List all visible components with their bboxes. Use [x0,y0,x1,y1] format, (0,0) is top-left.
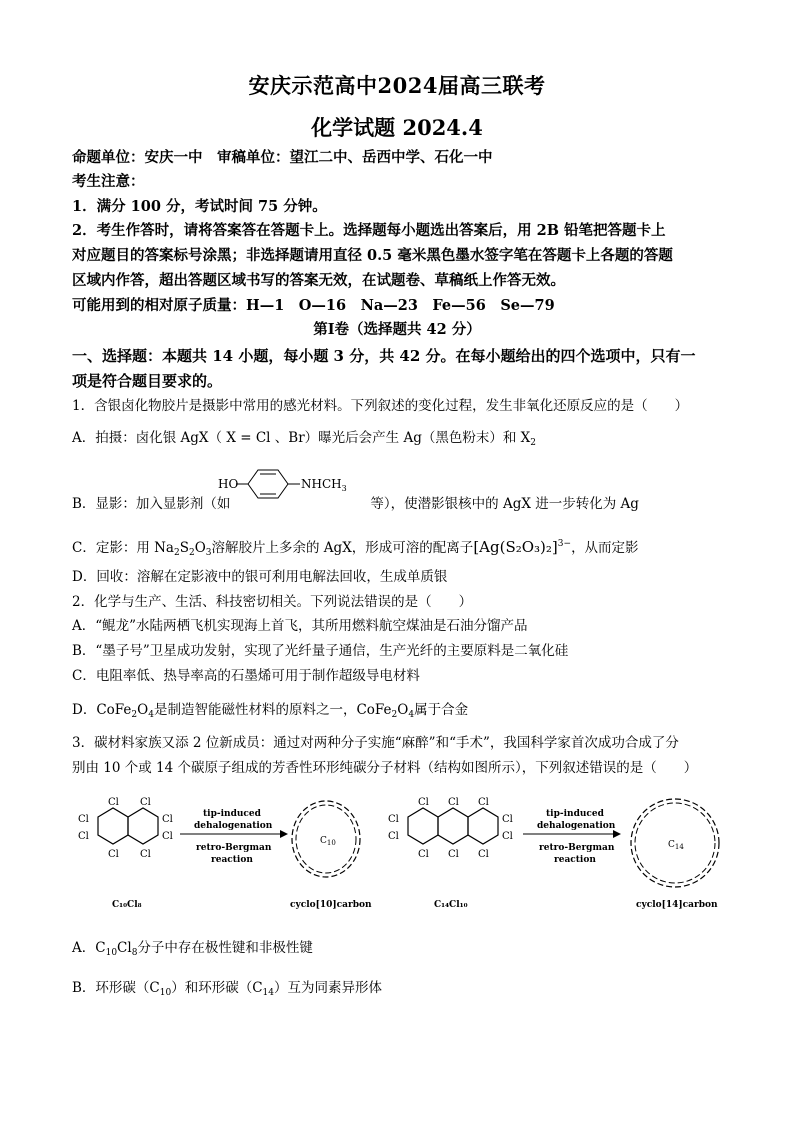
q2-d-post: 属于合金 [414,702,469,718]
q2-d-mid3: O [397,702,409,718]
notice-1: 1．满分 100 分，考试时间 75 分钟。 [72,198,327,215]
q2-option-d [72,700,732,725]
cyclo14-center: $C_{14}$ [668,840,684,851]
cl-a7: Cl [502,831,513,842]
arrow2-head [613,830,621,838]
section-intro-a: 一、选择题：本题共 14 小题，每小题 3 分，共 42 分。在每小题给出的四个选项中，只有一 [72,347,696,365]
q1-c-post: ，从而定影 [571,540,639,556]
section-intro-b: 项是符合题目要求的。 [72,372,223,390]
q1-c-pre: C．定影：用 Na [72,540,174,556]
q1-option-b [72,494,732,514]
notice-title: 考生注意： [72,173,145,190]
q1-c-charge: 3− [557,539,572,549]
exam-subtitle: 化学试题 2024.4 [311,115,483,140]
label-c14cl10: C₁₄Cl₁₀ [434,900,468,910]
arrow1-bot-1: retro-Bergman [196,843,272,853]
arrow1-head [280,830,288,838]
cl-7: Cl [108,849,119,860]
q1-option-d: D．回收：溶解在定影液中的银可利用电解法回收，生成单质银 [72,569,448,585]
cl-1: Cl [108,797,119,808]
q3-b-sub1: 10 [159,988,172,998]
q3-a-post: 分子中存在极性键和非极性键 [137,940,313,956]
notice-2a: 2．考生作答时，请将答案答在答题卡上。选择题每小题选出答案后，用 2B 铅笔把答题卡上 [72,222,666,239]
cl-a3: Cl [478,797,489,808]
cyclo10-center: $C_{10}$ [320,836,336,847]
q3-b-sub2: 14 [262,988,274,998]
q3-a-pre: A．C [72,940,106,956]
cl-3: Cl [78,814,89,825]
q3-stem-a: 3．碳材料家族又添 2 位新成员：通过对两种分子实施“麻醉”和“手术”，我国科学家首次成功合成了分 [72,735,679,751]
cl-a9: Cl [448,849,459,860]
q1-c-complex: [Ag(S₂O₃)₂] [473,538,558,556]
q1-c-sub1: 2 [173,548,180,558]
q3-b-pre: B．环形碳（C [72,980,160,996]
cyclo14-structure [631,799,719,910]
q1-b-pre: B．显影：加入显影剂（如 [72,496,231,512]
anth-ring-3 [468,808,498,844]
q3-a-mid: Cl [117,940,132,956]
q3-option-b [72,978,732,1003]
q2-d-sub2: 4 [148,710,154,720]
q1-c-mid1: S [179,540,189,556]
label-cyclo10: cyclo[10]carbon [290,900,372,910]
exam-title: 安庆示范高中2024届高三联考 [248,73,546,98]
cyclo10-structure [290,801,372,910]
naph-ring-left [98,808,128,844]
q2-d-mid1: O [137,702,149,718]
label-cyclo14: cyclo[14]carbon [636,900,718,910]
cl-a5: Cl [502,814,513,825]
q2-d-sub1: 2 [131,710,138,720]
arrow1-bot-2: reaction [211,855,253,865]
q1-option-c [72,534,732,563]
cl-a1: Cl [418,797,429,808]
q3-a-sub2: 8 [131,948,138,958]
cl-6: Cl [162,831,173,842]
q1-b-post: 等），使潜影银核中的 AgX 进一步转化为 Ag [370,496,639,512]
c10cl8-structure [78,797,173,910]
q3-b-post: ）互为同素异形体 [274,980,382,996]
arrow2-top-2: dehalogenation [537,821,616,831]
q3-a-sub1: 10 [105,948,118,958]
arrow2-top-1: tip-induced [546,809,604,819]
q2-stem: 2．化学与生产、生活、科技密切相关。下列说法错误的是（ ） [72,594,473,610]
arrow1-top-1: tip-induced [203,809,261,819]
q3-reaction-figure [68,795,732,920]
notice-2c: 区域内作答，超出答题区域书写的答案无效，在试题卷、草稿纸上作答无效。 [72,272,565,289]
cl-a6: Cl [388,831,399,842]
q3-option-a [72,938,732,963]
label-c10cl8: C₁₀Cl₈ [112,900,142,910]
atomic-mass-line: 可能用到的相对原子质量：H—1 O—16 Na—23 Fe—56 Se—79 [72,297,555,314]
part-title: 第Ⅰ卷（选择题共 42 分） [313,321,481,338]
arrow2-bot-1: retro-Bergman [539,843,615,853]
q1-stem: 1．含银卤化物胶片是摄影中常用的感光材料。下列叙述的变化过程，发生非氧化还原反应的是（ ） [72,398,689,414]
c14cl10-structure [388,797,513,910]
arrow2-bot-2: reaction [554,855,596,865]
notice-2b: 对应题目的答案标号涂黑；非选择题请用直径 0.5 毫米黑色墨水签字笔在答题卡上各题的答题 [72,247,673,264]
q2-d-pre: D．CoFe [72,702,132,718]
cl-2: Cl [140,797,151,808]
q1-option-a [72,428,732,453]
q2-option-c: C．电阻率低、热导率高的石墨烯可用于制作超级导电材料 [72,668,420,684]
developer-structure [218,466,368,502]
q1-c-sub2: 2 [188,548,195,558]
q2-d-sub4: 4 [408,710,415,720]
q1-a-text: A．拍摄：卤化银 AgX（ X = Cl 、Br）曝光后会产生 Ag（黑色粉末）和 X [72,430,531,446]
anth-ring-1 [408,808,438,844]
arrow1-top-2: dehalogenation [194,821,273,831]
q2-d-mid2: 是制造智能磁性材料的原料之一，CoFe [153,702,392,718]
cl-5: Cl [78,831,89,842]
q1-a-sub: 2 [530,438,536,448]
reaction-arrow-2 [523,809,621,865]
q3-stem-b: 别由 10 个或 14 个碳原子组成的芳香性环形纯碳分子材料（结构如图所示），下列叙述错误的是（ ） [72,760,698,776]
q1-c-sub3: 3 [205,548,212,558]
anth-ring-2 [438,808,468,844]
q2-option-a: A．“鲲龙”水陆两栖飞机实现海上首飞，其所用燃料航空煤油是石油分馏产品 [72,618,528,634]
q1-c-mid2: O [194,540,206,556]
q3-b-mid: ）和环形碳（C [171,980,263,996]
cl-a4: Cl [388,814,399,825]
struct-nh: $NHCH_3$ [301,477,347,493]
cl-8: Cl [140,849,151,860]
reaction-arrow-1 [180,809,288,865]
cl-a2: Cl [448,797,459,808]
q2-d-sub3: 2 [391,710,398,720]
naph-ring-right [128,808,158,844]
units-line: 命题单位：安庆一中 审稿单位：望江二中、岳西中学、石化一中 [72,149,493,166]
cl-a8: Cl [418,849,429,860]
q1-c-mid3: 溶解胶片上多余的 AgX，形成可溶的配离子 [211,540,474,556]
cl-4: Cl [162,814,173,825]
q2-option-b: B．“墨子号”卫星成功发射，实现了光纤量子通信，生产光纤的主要原料是二氧化硅 [72,643,569,659]
struct-ho: HO [218,477,239,491]
cl-a10: Cl [478,849,489,860]
